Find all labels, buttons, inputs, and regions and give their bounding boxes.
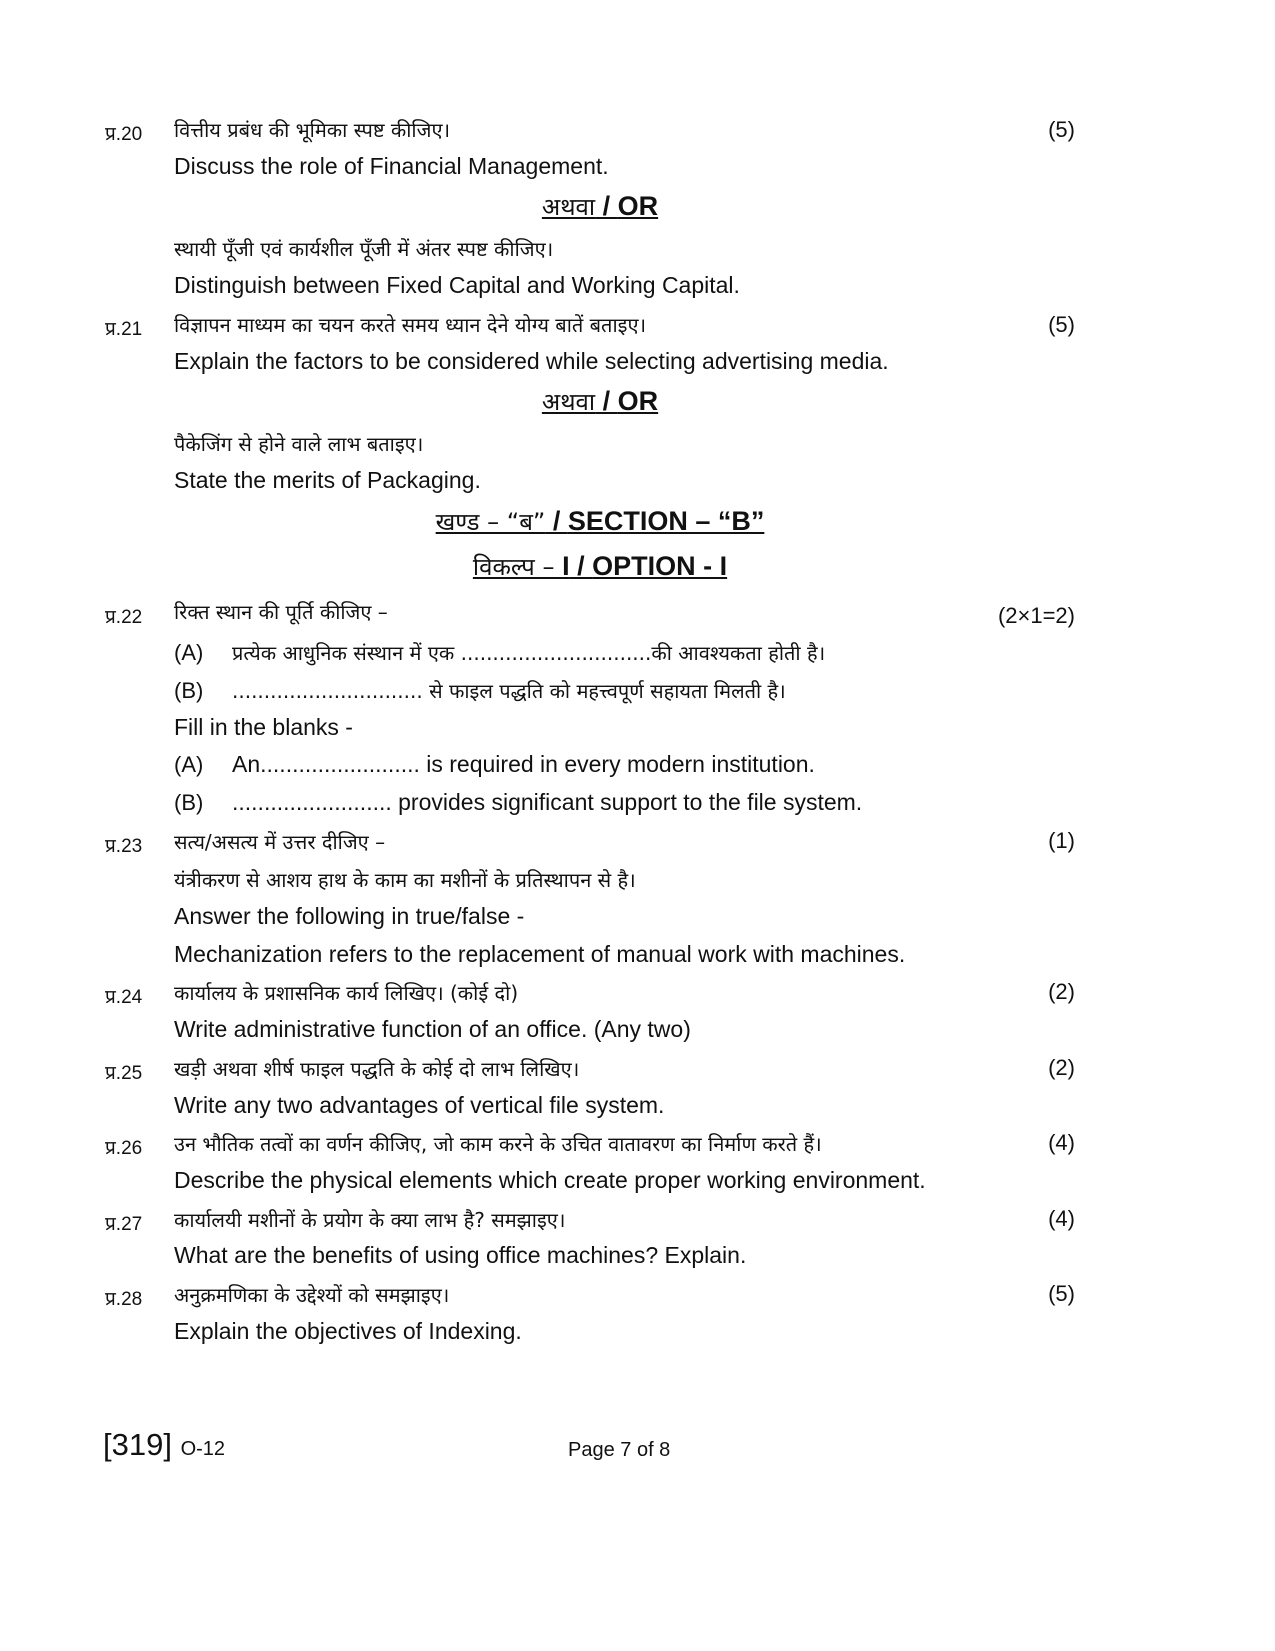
question-number: प्र.21 [105,319,143,340]
question-text-english: Write administrative function of an office. (Any two) [174,1016,691,1042]
section-heading-separator: / [545,506,568,536]
question-marks: (5) [1048,1281,1075,1306]
or-divider [0,190,1200,223]
subpart-b-english: ......................... provides significant support to the file system. [232,789,863,815]
subpart-label: (B) [174,790,204,815]
subpart-a-hindi: प्रत्येक आधुनिक संस्थान में एक ..............................की आवश्यकता होती है। [232,641,826,665]
or-separator: / [595,386,618,416]
question-text-english: Explain the factors to be considered while selecting advertising media. [174,348,889,374]
question-text-hindi: रिक्त स्थान की पूर्ति कीजिए – [174,600,388,624]
or-separator: / [595,191,618,221]
subpart-label: (B) [174,678,204,703]
question-number: प्र.27 [105,1214,143,1235]
or-divider [0,385,1200,418]
question-marks: (5) [1048,117,1075,142]
subpart-label: (A) [174,640,204,665]
question-number: प्र.23 [105,836,143,857]
question-number: प्र.20 [105,124,143,145]
question-marks: (4) [1048,1206,1075,1231]
question-text-hindi: विज्ञापन माध्यम का चयन करते समय ध्यान देने योग्य बातें बताइए। [174,313,647,337]
question-marks: (2) [1048,1055,1075,1080]
question-number: प्र.22 [105,607,143,628]
question-text-hindi: वित्तीय प्रबंध की भूमिका स्पष्ट कीजिए। [174,118,451,142]
subpart-label: (A) [174,752,204,777]
paper-set: O-12 [180,1438,226,1460]
statement-english: Mechanization refers to the replacement of manual work with machines. [174,941,906,967]
question-text-english: Explain the objectives of Indexing. [174,1318,522,1344]
option-heading-english: OPTION - I [592,551,728,581]
section-heading-english: SECTION – “B” [567,506,765,536]
question-marks: (2) [1048,979,1075,1004]
alternative-question-hindi: पैकेजिंग से होने वाले लाभ बताइए। [174,432,424,456]
question-text-hindi: कार्यालय के प्रशासनिक कार्य लिखिए। (कोई दो) [174,981,519,1005]
question-text-english: Fill in the blanks - [174,714,353,740]
question-marks: (2×1=2) [997,603,1075,628]
option-heading-numeral: I [562,551,570,581]
or-hindi: अथवा [541,193,596,221]
question-number: प्र.28 [105,1289,143,1310]
question-marks: (1) [1048,828,1075,853]
question-text-hindi: खड़ी अथवा शीर्ष फाइल पद्धति के कोई दो लाभ लिखिए। [174,1057,580,1081]
question-marks: (4) [1048,1130,1075,1155]
or-hindi: अथवा [541,388,596,416]
or-english: OR [617,191,659,221]
section-heading-hindi: खण्ड – “ब” [435,508,546,536]
subpart-a-english: An......................... is required in every modern institution. [232,751,815,777]
question-text-hindi: उन भौतिक तत्वों का वर्णन कीजिए, जो काम करने के उचित वातावरण का निर्माण करते हैं। [174,1132,822,1156]
question-text-english: What are the benefits of using office machines? Explain. [174,1242,747,1268]
alternative-question-hindi: स्थायी पूँजी एवं कार्यशील पूँजी में अंतर स्पष्ट कीजिए। [174,237,554,261]
question-marks: (5) [1048,312,1075,337]
option-heading-separator: / [569,551,593,581]
question-text-hindi: सत्य/असत्य में उत्तर दीजिए – [174,830,386,854]
statement-hindi: यंत्रीकरण से आशय हाथ के काम का मशीनों के प्रतिस्थापन से है। [174,868,636,892]
question-number: प्र.25 [105,1063,143,1084]
question-text-english: Discuss the role of Financial Management. [174,153,609,179]
question-text-english: Write any two advantages of vertical file system. [174,1092,665,1118]
question-text-hindi: कार्यालयी मशीनों के प्रयोग के क्या लाभ है? समझाइए। [174,1208,566,1232]
question-text-english: Answer the following in true/false - [174,903,525,929]
subpart-b-hindi: .............................. से फाइल पद्धति को महत्त्वपूर्ण सहायता मिलती है। [232,679,786,703]
question-number: प्र.24 [105,987,143,1008]
option-heading-hindi: विकल्प – [472,553,563,581]
alternative-question-english: State the merits of Packaging. [174,467,481,493]
paper-code [103,1427,225,1463]
option-heading [0,550,1200,583]
question-text-hindi: अनुक्रमणिका के उद्देश्यों को समझाइए। [174,1283,450,1307]
or-english: OR [617,386,659,416]
page-number: Page 7 of 8 [568,1439,671,1461]
question-text-english: Describe the physical elements which create proper working environment. [174,1167,926,1193]
alternative-question-english: Distinguish between Fixed Capital and Working Capital. [174,272,740,298]
paper-number: [319] [103,1427,172,1462]
question-number: प्र.26 [105,1138,143,1159]
section-heading [0,505,1200,538]
